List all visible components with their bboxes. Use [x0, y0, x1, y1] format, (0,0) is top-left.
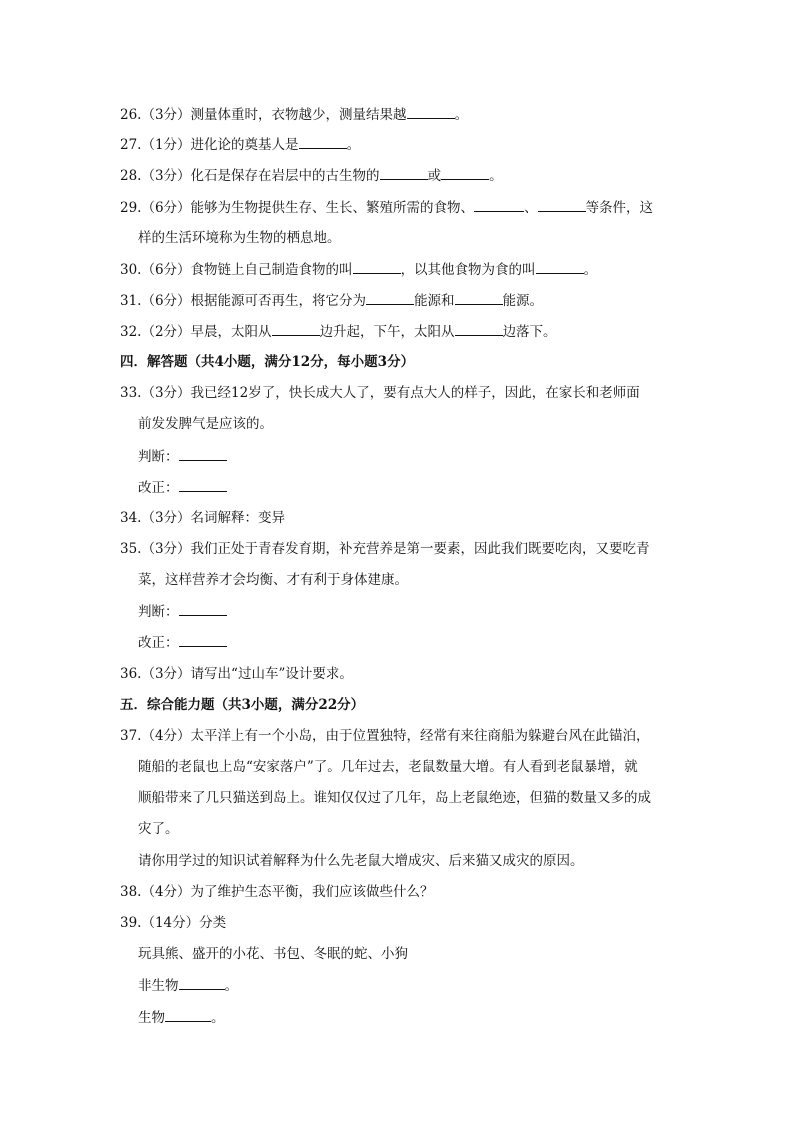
question-32: 32.（2分）早晨，太阳从 边升起，下午，太阳从 边落下。	[120, 324, 557, 340]
answer-blank[interactable]	[441, 166, 489, 180]
answer-blank[interactable]	[407, 105, 455, 119]
correction-line: 改正：	[138, 633, 227, 652]
answer-blank[interactable]	[380, 166, 428, 180]
answer-blank[interactable]	[474, 198, 524, 212]
correction-line: 改正：	[138, 478, 227, 497]
question-27: 27.（1分）进化论的奠基人是 。	[120, 137, 361, 153]
answer-blank[interactable]	[366, 291, 414, 305]
question-37-prompt: 请你用学过的知识试着解释为什么先老鼠大增成灾、后来猫又成灾的原因。	[138, 853, 584, 869]
question-29: 29.（6分）能够为生物提供生存、生长、繁殖所需的食物、 、 等条件，这	[120, 200, 654, 216]
answer-blank[interactable]	[179, 602, 227, 616]
question-28: 28.（3分）化石是保存在岩层中的古生物的 或 。	[120, 168, 503, 184]
question-35: 35.（3分）我们正处于青春发育期，补充营养是第一要素，因此我们既要吃肉，又要吃青	[120, 541, 650, 557]
question-26: 26.（3分）测量体重时，衣物越少，测量结果越 。	[120, 107, 469, 123]
answer-blank[interactable]	[455, 291, 503, 305]
question-39-items: 玩具熊、盛开的小花、书包、冬眠的蛇、小狗	[138, 946, 408, 962]
question-34: 34.（3分）名词解释：变异	[120, 510, 286, 526]
question-37-continued: 顺船带来了几只猫送到岛上。谁知仅仅过了几年，岛上老鼠绝迹，但猫的数量又多的成	[138, 790, 651, 806]
question-33: 33.（3分）我已经12岁了，快长成大人了，要有点大人的样子，因此，在家长和老师面	[120, 385, 640, 401]
question-29-continued: 样的生活环境称为生物的栖息地。	[138, 230, 341, 246]
question-33-continued: 前发发脾气是应该的。	[138, 416, 273, 432]
living-line: 生物 。	[138, 1010, 225, 1026]
section-4-heading: 四．解答题（共4小题，满分12分，每小题3分）	[120, 354, 415, 370]
question-31: 31.（6分）根据能源可否再生，将它分为 能源和 能源。	[120, 293, 544, 309]
answer-blank[interactable]	[179, 976, 225, 990]
answer-blank[interactable]	[272, 322, 320, 336]
answer-blank[interactable]	[165, 1008, 211, 1022]
answer-blank[interactable]	[299, 135, 347, 149]
section-5-heading: 五．综合能力题（共3小题，满分22分）	[120, 697, 365, 713]
question-37-continued: 随船的老鼠也上岛“安家落户”了。几年过去，老鼠数量大增。有人看到老鼠暴增，就	[138, 759, 638, 775]
judge-line: 判断：	[138, 447, 227, 466]
answer-blank[interactable]	[455, 322, 503, 336]
answer-blank[interactable]	[538, 198, 586, 212]
question-38: 38.（4分）为了维护生态平衡，我们应该做些什么？	[120, 884, 434, 900]
answer-blank[interactable]	[353, 260, 401, 274]
answer-blank[interactable]	[536, 260, 584, 274]
question-35-continued: 菜，这样营养才会均衡、才有利于身体建康。	[138, 572, 408, 588]
question-39: 39.（14分）分类	[120, 915, 227, 931]
judge-line: 判断：	[138, 602, 227, 621]
question-37: 37.（4分）太平洋上有一个小岛，由于位置独特，经常有来往商船为躲避台风在此锚泊，	[120, 728, 650, 744]
question-30: 30.（6分）食物链上自己制造食物的叫 ，以其他食物为食的叫 。	[120, 262, 598, 278]
answer-blank[interactable]	[179, 633, 227, 647]
question-37-continued: 灾了。	[138, 821, 179, 837]
question-36: 36.（3分）请写出“过山车”设计要求。	[120, 666, 353, 682]
nonliving-line: 非生物 。	[138, 978, 238, 994]
answer-blank[interactable]	[179, 447, 227, 461]
answer-blank[interactable]	[179, 478, 227, 492]
